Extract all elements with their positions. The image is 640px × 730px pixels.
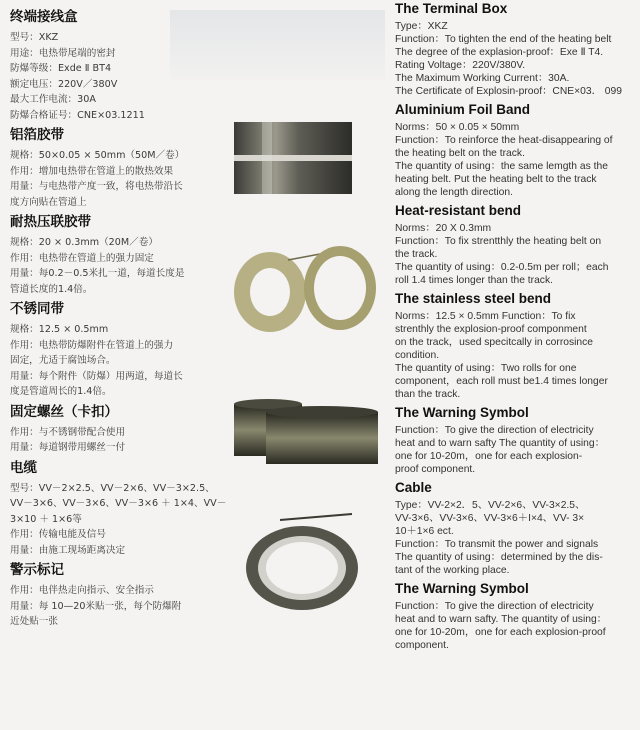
en-foil-line: the heating belt on the track. <box>395 148 525 159</box>
zh-steel-section <box>10 300 234 400</box>
zh-terminal-box-line: 额定电压：220V／380V <box>10 78 118 90</box>
en-warning-title: The Warning Symbol <box>395 581 529 596</box>
zh-foil-line: 度方向贴在管道上 <box>10 196 87 208</box>
english-column <box>395 0 637 655</box>
en-warning-section-1 <box>395 404 637 476</box>
en-warning-line: Function：To give the direction of electricity <box>395 601 594 612</box>
en-warning-line: Function：To give the direction of electricity <box>395 425 594 436</box>
zh-warning-line: 用量：每 10—20米贴一张，每个防爆附 <box>10 600 182 612</box>
zh-cable-line: 用量：由施工现场距离决定 <box>10 544 126 556</box>
en-terminal-box-line: Function：To tighten the end of the heating belt <box>395 34 612 45</box>
en-steel-line: Norms：12.5 × 0.5mm Function：To fix <box>395 311 576 322</box>
en-cable-line: tant of the working place. <box>395 565 510 576</box>
en-steel-line: The quantity of using：Two rolls for one <box>395 363 577 374</box>
zh-cable-title: 电缆 <box>10 459 37 476</box>
zh-steel-line: 作用：电热带防爆附件在管道上的强力 <box>10 339 174 351</box>
en-warning-line: one for 10-20m，one for each explosion- <box>395 451 583 462</box>
en-terminal-box-line: Type：XKZ <box>395 21 448 32</box>
en-foil-line: Norms：50 × 0.05 × 50mm <box>395 122 520 133</box>
en-terminal-box-title: The Terminal Box <box>395 1 508 16</box>
en-heat-band-line: The quantity of using：0.2-0.5m per roll；each <box>395 262 609 273</box>
aluminium-foil-tape-image <box>226 118 356 198</box>
zh-steel-line: 规格：12.5 × 0.5mm <box>10 324 109 335</box>
en-steel-title: The stainless steel bend <box>395 291 552 306</box>
zh-terminal-box-line: 最大工作电流：30A <box>10 94 96 105</box>
en-cable-line: Type：VV-2×2．5、VV-2×6、VV-3×2.5、 <box>395 500 586 511</box>
en-heat-band-section <box>395 202 637 287</box>
zh-steel-line: 固定，尤适于腐蚀场合。 <box>10 355 116 366</box>
en-cable-title: Cable <box>395 480 432 495</box>
zh-warning-title: 警示标记 <box>10 562 64 578</box>
en-warning-title: The Warning Symbol <box>395 405 529 420</box>
en-terminal-box-section <box>395 0 637 98</box>
zh-terminal-box-line: 用途：电热带尾端的密封 <box>10 47 116 59</box>
zh-cable-line: 作用：传输电能及信号 <box>10 529 106 540</box>
en-warning-line: heat and to warn safty The quantity of using： <box>395 438 605 449</box>
en-cable-section <box>395 479 637 577</box>
zh-screw-title: 固定螺丝（卡扣） <box>10 403 118 420</box>
chinese-column <box>10 8 234 633</box>
zh-foil-section <box>10 126 234 210</box>
zh-warning-line: 近处贴一张 <box>10 616 58 627</box>
en-cable-line: The quantity of using：determined by the dis- <box>395 552 603 563</box>
en-foil-line: heating belt. Put the heating belt to the track <box>395 174 597 185</box>
en-terminal-box-line: The Maximum Working Current：30A. <box>395 73 570 84</box>
zh-foil-line: 用量：与电热带产度一致，将电热带沿长 <box>10 181 183 192</box>
zh-terminal-box-line: 防爆等级：Exde Ⅱ BT4 <box>10 63 112 74</box>
en-steel-line: than the track. <box>395 389 461 400</box>
en-heat-band-title: Heat-resistant bend <box>395 203 522 218</box>
zh-terminal-box-title: 终端接线盒 <box>10 9 78 25</box>
en-warning-line: one for 10-20m，one for each explosion-proof <box>395 627 606 638</box>
en-foil-line: along the length direction. <box>395 187 513 198</box>
en-cable-line: Function：To transmit the power and signals <box>395 539 599 550</box>
en-steel-section <box>395 290 637 401</box>
zh-cable-line: VV－3×6、VV－3×6、VV－3×6 ＋ 1×4、VV－ <box>10 498 227 509</box>
zh-warning-section <box>10 561 234 630</box>
en-terminal-box-line: The degree of the explasion-proof：Exe Ⅱ T4. <box>395 47 604 58</box>
zh-cable-line: 型号：VV－2×2.5、VV－2×6、VV－3×2.5、 <box>10 482 215 494</box>
zh-cable-line: 3×10 ＋ 1×6等 <box>10 513 82 525</box>
zh-heat-tape-line: 管道长度的1.4倍。 <box>10 283 93 295</box>
en-warning-line: proof component. <box>395 464 476 475</box>
en-terminal-box-line: Rating Voltage：220V/380V. <box>395 60 526 71</box>
en-cable-line: 10＋1×6 ect. <box>395 526 454 537</box>
zh-screw-line: 用量：每道钢带用螺丝一付 <box>10 442 126 453</box>
en-terminal-box-line: The Certificate of Explosin-proof：CNE×03． 099 <box>395 86 622 97</box>
zh-terminal-box-line: 型号：XKZ <box>10 32 59 43</box>
zh-steel-line: 用量：每个附件（防爆）用两道，每道长 <box>10 370 183 382</box>
en-heat-band-line: Function：To fix strentthly the heating belt on <box>395 236 602 247</box>
en-foil-line: The quantity of using：the same lemgth as the <box>395 161 608 172</box>
zh-terminal-box-section <box>10 8 234 123</box>
en-heat-band-line: roll 1.4 times longer than the track. <box>395 275 553 286</box>
zh-steel-line: 度是管道周长的1.4倍。 <box>10 386 112 397</box>
zh-cable-section <box>10 459 234 559</box>
zh-foil-line: 作用：增加电热带在管道上的散热效果 <box>10 165 174 177</box>
zh-screw-line: 作用：与不锈钢带配合使用 <box>10 426 126 438</box>
en-steel-line: condition. <box>395 350 440 361</box>
en-heat-band-line: the track. <box>395 249 438 260</box>
en-foil-title: Aluminium Foil Band <box>395 102 530 117</box>
en-heat-band-line: Norms：20 X 0.3mm <box>395 223 492 234</box>
en-steel-line: strenthly the explosion-proof componment <box>395 324 587 335</box>
zh-heat-tape-section <box>10 213 234 297</box>
zh-steel-title: 不锈同带 <box>10 301 64 317</box>
cable-coil-image <box>240 512 368 614</box>
zh-heat-tape-title: 耐热压联胶带 <box>10 214 91 230</box>
heat-resistant-tape-image <box>228 240 378 336</box>
zh-terminal-box-line: 防爆合格证号：CNE×03.1211 <box>10 109 145 121</box>
en-warning-line: component. <box>395 640 449 651</box>
en-cable-line: VV-3×6、VV-3×6、VV-3×6＋I×4、VV- 3× <box>395 513 585 524</box>
zh-warning-line: 作用：电伴热走向指示、安全指示 <box>10 585 154 596</box>
zh-foil-title: 铝箔胶带 <box>10 127 64 143</box>
en-steel-line: on the track，used specitcally in corrosince <box>395 337 594 348</box>
stainless-steel-band-image <box>228 398 388 470</box>
zh-screw-section <box>10 403 234 456</box>
en-warning-section-2 <box>395 580 637 652</box>
zh-heat-tape-line: 规格：20 × 0.3mm（20M／卷） <box>10 237 158 248</box>
zh-foil-line: 规格：50×0.05 × 50mm（50M／卷） <box>10 150 185 161</box>
en-warning-line: heat and to warn safty. The quantity of using： <box>395 614 607 625</box>
en-steel-line: component，each roll must be1.4 times longer <box>395 376 608 387</box>
zh-heat-tape-line: 用量：每0.2－0.5米扎一道，每道长度是 <box>10 268 185 279</box>
en-foil-line: Function：To reinforce the heat-disappearing of <box>395 135 613 146</box>
zh-heat-tape-line: 作用：电热带在管道上的强力固定 <box>10 252 154 264</box>
en-foil-section <box>395 101 637 199</box>
